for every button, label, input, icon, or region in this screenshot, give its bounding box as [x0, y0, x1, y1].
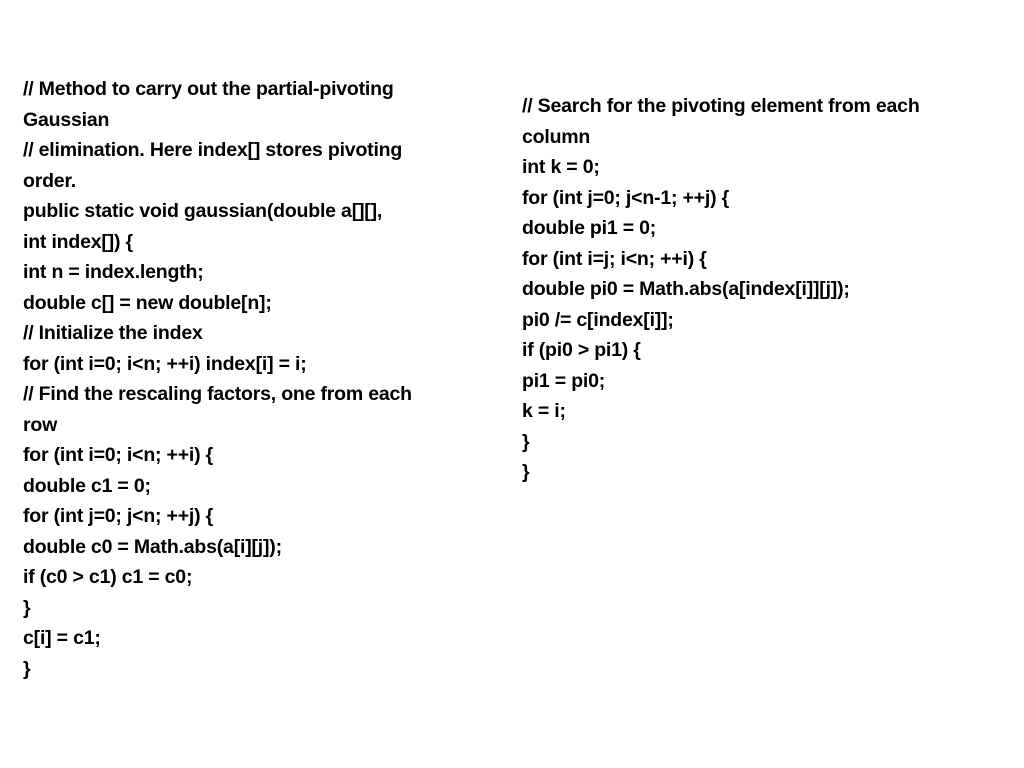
code-line: row: [23, 413, 58, 436]
code-line: order.: [23, 169, 76, 192]
code-line: for (int j=0; j<n; ++j) {: [23, 505, 214, 527]
code-line: }: [522, 430, 530, 453]
code-line: // Initialize the index: [23, 322, 203, 344]
code-line: int k = 0;: [522, 156, 600, 178]
code-line: double c[] = new double[n];: [23, 291, 272, 314]
code-line: double c0 = Math.abs(a[i][j]);: [23, 535, 282, 558]
code-line: for (int i=0; i<n; ++i) index[i] = i;: [23, 352, 307, 375]
code-line: Gaussian: [23, 108, 110, 131]
code-line: c[i] = c1;: [23, 627, 101, 649]
code-line: public static void gaussian(double a[][],: [23, 200, 383, 222]
code-line: }: [522, 461, 530, 483]
code-line: k = i;: [522, 400, 566, 422]
code-line: double c1 = 0;: [23, 474, 151, 497]
code-line: if (c0 > c1) c1 = c0;: [23, 566, 193, 588]
code-line: }: [23, 596, 31, 619]
code-line: for (int j=0; j<n-1; ++j) {: [522, 186, 729, 209]
right-code-column: [522, 91, 1007, 488]
code-line: for (int i=j; i<n; ++i) {: [522, 247, 707, 270]
code-line: // Method to carry out the partial-pivoting: [23, 78, 394, 100]
code-line: for (int i=0; i<n; ++i) {: [23, 444, 214, 466]
code-line: // Find the rescaling factors, one from each: [23, 383, 412, 405]
code-line: pi1 = pi0;: [522, 369, 606, 392]
code-line: pi0 /= c[index[i]];: [522, 308, 674, 331]
code-line: if (pi0 > pi1) {: [522, 339, 641, 361]
left-code-column: [23, 74, 493, 684]
code-line: int n = index.length;: [23, 261, 204, 283]
code-line: column: [522, 125, 591, 148]
code-line: // Search for the pivoting element from each: [522, 95, 920, 117]
code-line: double pi1 = 0;: [522, 217, 657, 239]
code-line: double pi0 = Math.abs(a[index[i]][j]);: [522, 278, 850, 300]
code-line: // elimination. Here index[] stores pivoting: [23, 139, 403, 161]
code-line: }: [23, 657, 31, 680]
code-line: int index[]) {: [23, 230, 133, 253]
